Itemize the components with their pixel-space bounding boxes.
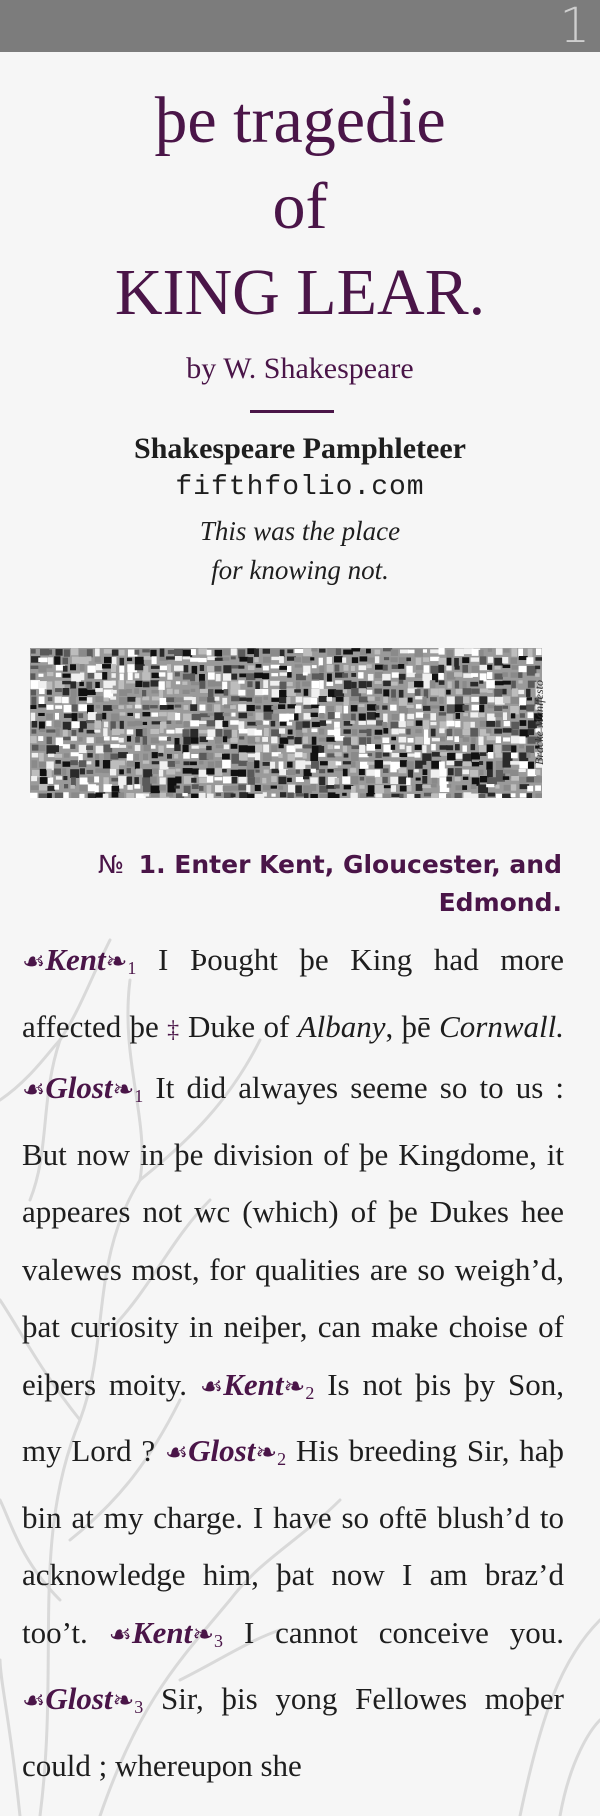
ornament-left-icon: ☙ [22,947,46,976]
scene-numero-sign: № [97,850,124,879]
scene-heading [42,846,562,922]
speaker-name: Glost [45,1681,113,1716]
title-line-3: KING LEAR. [114,256,486,329]
footnote-dagger: ‡ [167,1016,180,1043]
speaker-name: Glost [45,1070,113,1105]
top-bar [0,0,600,52]
speaker-name: Kent [45,942,106,977]
ornament-left-icon: ☙ [199,1371,224,1401]
ornament-left-icon: ☙ [108,1619,132,1649]
motto-line-1: This was the place [199,516,401,546]
title-line-1: þe tragedie [154,84,446,157]
motto [0,512,600,590]
publisher-name: Shakespeare Pamphleteer [134,432,466,465]
italic-text: Albany [297,1008,386,1044]
ornament-left-icon: ☙ [22,1075,46,1104]
title-divider [250,410,334,413]
title-line-2: of [272,170,328,243]
play-text: $☙Kent❧_1$ I Þought þe King had more affected þe ‡ Duke of Albany, þē Cornwall. $☙Glost❧_1$ It did alwayes seeme so to us : But now in þe division of þe Kingdome, it appeares not wc (which) of þe Dukes hee valewes most, for qualities are so weigh’d, þat curiosity in neiþer, can make choise of eiþers moity. $☙Kent❧_2$ Is not þis þy Son, my Lord ? $☙Glost❧_2$ His breeding Sir, haþ bin at my charge. I have so oftē blush’d to acknowledge him, þat now I am braz’d too’t. $☙Kent❧_3$ I cannot conceive you. $☙Glost❧_3$ Sir, þis yong Fellowes moþer could ; whereupon she [22,942,565,1783]
italic-text: Cornwall. [439,1008,565,1044]
speaker-tag-kent [109,1615,223,1650]
speech-number: 2 [305,1382,315,1403]
banner-credit: Bracke Manifesto [532,680,546,766]
speech-number: 3 [214,1630,224,1651]
page-number: 1 [559,0,590,54]
ornament-right-icon: ❧ [192,1619,215,1649]
speech-number: 2 [277,1449,287,1469]
speaker-name: Kent [131,1614,193,1650]
speaker-tag-glost [22,1681,143,1716]
ornament-left-icon: ☙ [22,1686,46,1715]
speaker-tag-kent [200,1367,314,1402]
ornament-right-icon: ❧ [105,947,128,976]
author-byline: by W. Shakespeare [186,352,414,385]
publisher-site: fifthfolio.com [175,472,425,503]
manifesto-banner-image [30,648,542,798]
ornament-right-icon: ❧ [283,1371,306,1401]
speech-number: 3 [134,1697,144,1717]
speech-number: 1 [134,1086,144,1106]
scene-heading-text: Enter Kent, Gloucester, and Edmond. [174,850,562,917]
speaker-tag-glost [165,1433,286,1468]
speaker-name: Kent [223,1366,284,1402]
ornament-right-icon: ❧ [112,1075,135,1104]
scene-number: 1. [138,850,166,879]
speaker-tag-kent [22,942,136,977]
speech-number: 1 [127,958,137,978]
speaker-name: Glost [188,1433,256,1468]
motto-line-2: for knowing not. [211,555,389,585]
page-title [0,78,600,336]
ornament-right-icon: ❧ [112,1686,135,1715]
speaker-tag-glost [22,1070,143,1105]
ornament-left-icon: ☙ [164,1438,189,1467]
ornament-right-icon: ❧ [255,1438,278,1467]
